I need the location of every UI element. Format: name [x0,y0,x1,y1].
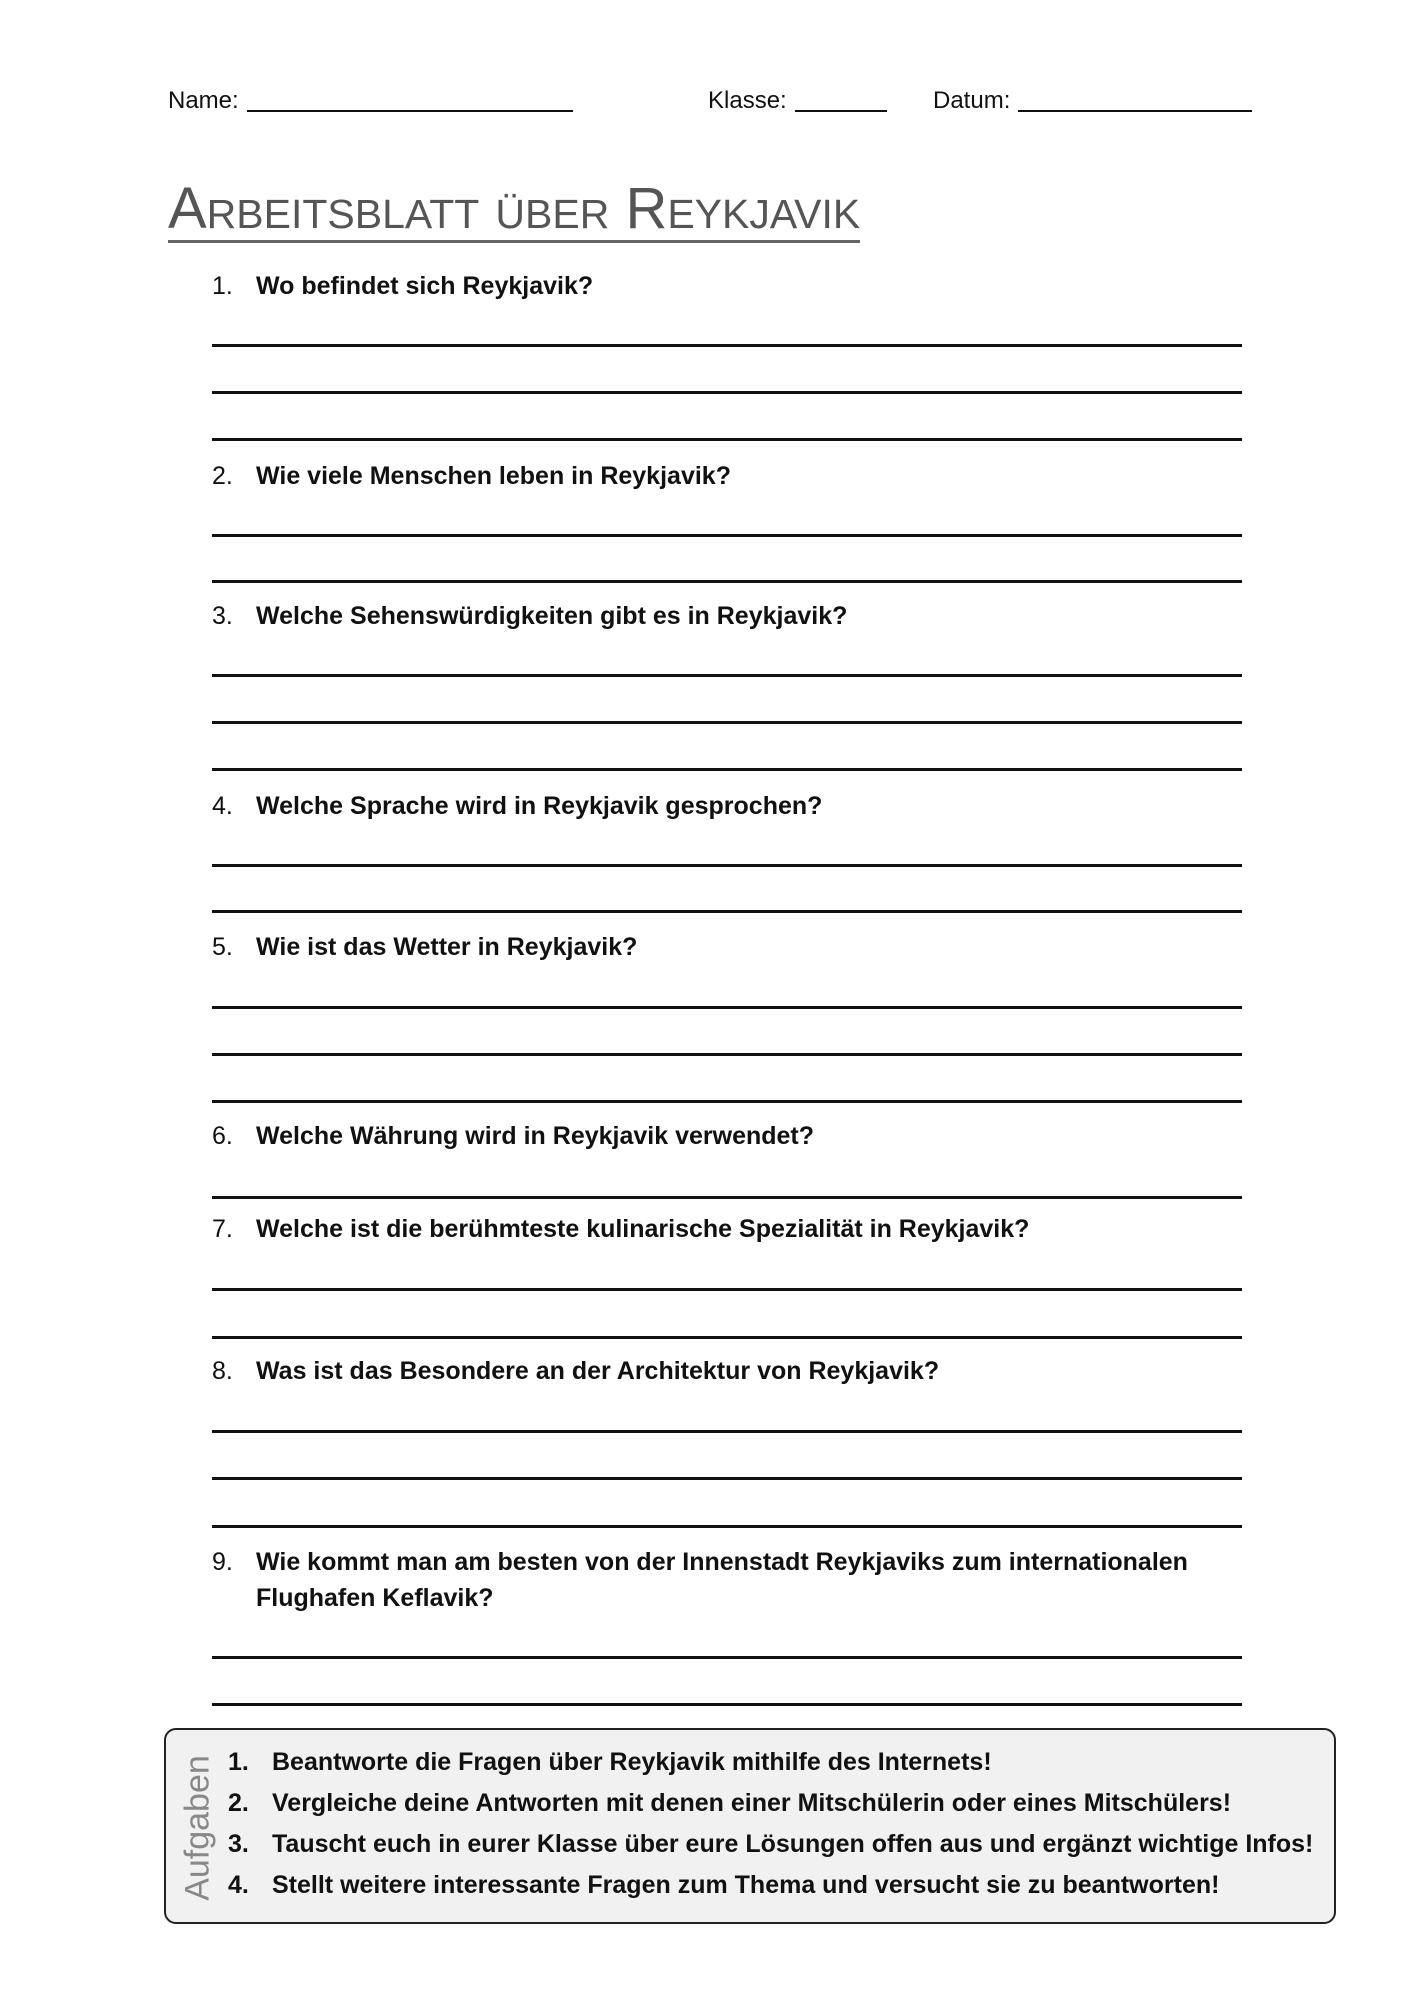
answer-line[interactable] [212,1288,1242,1291]
answer-line[interactable] [212,438,1242,441]
task-text: Vergleiche deine Antworten mit denen einer Mitschülerin oder eines Mitschülers! [272,1789,1232,1817]
answer-line[interactable] [212,1196,1242,1199]
answer-line[interactable] [212,1430,1242,1433]
question-number: 6. [212,1122,233,1150]
question-text: Welche ist die berühmteste kulinarische Spezialität in Reykjavik? [256,1215,1030,1243]
class-label: Klasse: [708,87,787,114]
question-text: Wie kommt man am besten von der Innenstadt Reykjaviks zum internationalen Flughafen Keflavik? [256,1548,1188,1612]
question-1 [212,268,1216,304]
answer-line[interactable] [212,1336,1242,1339]
question-number: 2. [212,462,233,490]
task-item [228,1865,1313,1906]
answer-line[interactable] [212,1525,1242,1528]
task-item [228,1742,1313,1783]
name-input-line[interactable] [247,86,573,112]
question-number: 3. [212,602,233,630]
answer-line[interactable] [212,344,1242,347]
task-list [228,1742,1313,1906]
date-label: Datum: [933,87,1011,114]
task-number: 1. [228,1748,249,1776]
question-number: 9. [212,1548,233,1576]
answer-line[interactable] [212,1100,1242,1103]
date-field[interactable] [933,86,1252,115]
worksheet-header [168,86,1246,116]
question-7 [212,1211,1216,1247]
answer-line[interactable] [212,1477,1242,1480]
answer-line[interactable] [212,674,1242,677]
question-4 [212,788,1216,824]
task-item [228,1783,1313,1824]
question-9 [212,1544,1216,1616]
task-text: Beantworte die Fragen über Reykjavik mithilfe des Internets! [272,1748,992,1776]
page-title: Arbeitsblatt über Reykjavik [168,176,861,241]
answer-line[interactable] [212,721,1242,724]
question-text: Welche Währung wird in Reykjavik verwendet? [256,1122,815,1150]
name-field[interactable] [168,86,573,115]
answer-line[interactable] [212,534,1242,537]
answer-line[interactable] [212,1053,1242,1056]
answer-line[interactable] [212,910,1242,913]
question-number: 7. [212,1215,233,1243]
tasks-label: Aufgaben [178,1755,217,1901]
question-number: 8. [212,1357,233,1385]
task-number: 3. [228,1830,249,1858]
task-item [228,1824,1313,1865]
question-number: 1. [212,272,233,300]
answer-line[interactable] [212,864,1242,867]
class-input-line[interactable] [795,86,887,112]
question-text: Wie viele Menschen leben in Reykjavik? [256,462,731,490]
question-3 [212,598,1216,634]
question-2 [212,458,1216,494]
name-label: Name: [168,87,239,114]
answer-line[interactable] [212,580,1242,583]
question-number: 4. [212,792,233,820]
task-number: 2. [228,1789,249,1817]
class-field[interactable] [708,86,887,115]
question-text: Wie ist das Wetter in Reykjavik? [256,933,638,961]
question-6 [212,1118,1216,1154]
question-8 [212,1353,1216,1389]
task-number: 4. [228,1871,249,1899]
task-text: Tauscht euch in eurer Klasse über eure Lösungen offen aus und ergänzt wichtige Infos! [272,1830,1314,1858]
answer-line[interactable] [212,768,1242,771]
question-text: Was ist das Besondere an der Architektur von Reykjavik? [256,1357,940,1385]
question-5 [212,929,1216,965]
question-text: Welche Sprache wird in Reykjavik gesprochen? [256,792,823,820]
question-number: 5. [212,933,233,961]
answer-line[interactable] [212,1703,1242,1706]
answer-line[interactable] [212,391,1242,394]
question-text: Wo befindet sich Reykjavik? [256,272,594,300]
answer-line[interactable] [212,1656,1242,1659]
date-input-line[interactable] [1018,86,1252,112]
tasks-box [164,1728,1336,1924]
answer-line[interactable] [212,1006,1242,1009]
task-text: Stellt weitere interessante Fragen zum Thema und versucht sie zu beantworten! [272,1871,1220,1899]
question-text: Welche Sehenswürdigkeiten gibt es in Reykjavik? [256,602,848,630]
